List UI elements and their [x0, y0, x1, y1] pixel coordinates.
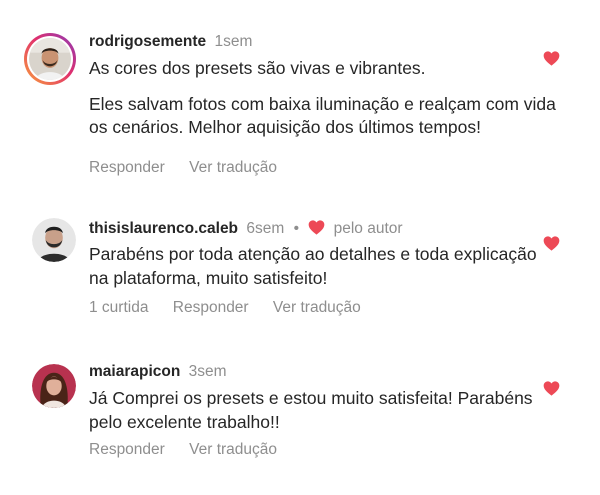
comment-header	[89, 362, 227, 382]
reply-button[interactable]: Responder	[89, 159, 165, 176]
comment-actions	[89, 440, 277, 460]
reply-button[interactable]: Responder	[89, 441, 165, 458]
avatar[interactable]	[24, 33, 76, 85]
username[interactable]: maiarapicon	[89, 363, 181, 380]
comment-paragraph: Eles salvam fotos com baixa iluminação e realçam com vida os cenários. Melhor aquisição dos últimos tempos!	[89, 93, 556, 137]
username[interactable]: thisislaurenco.caleb	[89, 220, 239, 237]
heart-icon[interactable]	[543, 381, 560, 396]
avatar-image	[29, 38, 71, 80]
comment-item	[0, 335, 600, 495]
see-translation-button[interactable]: Ver tradução	[189, 441, 278, 458]
comment-actions	[89, 298, 361, 318]
avatar-image	[32, 364, 76, 408]
comment-text	[89, 387, 559, 434]
avatar[interactable]	[32, 364, 76, 408]
comment-item	[0, 195, 600, 335]
separator-dot: •	[293, 220, 299, 237]
comment-item	[0, 0, 600, 195]
comment-header	[89, 32, 252, 52]
username[interactable]: rodrigosemente	[89, 33, 207, 50]
timestamp[interactable]: 6sem	[246, 220, 285, 237]
comment-header	[89, 219, 403, 239]
comment-text	[89, 57, 559, 140]
comment-paragraph: As cores dos presets são vivas e vibrantes.	[89, 58, 426, 78]
comment-paragraph: Parabéns por toda atenção ao detalhes e toda explicação na plataforma, muito satisfeito!	[89, 244, 537, 288]
comment-actions	[89, 158, 277, 178]
see-translation-button[interactable]: Ver tradução	[272, 299, 361, 316]
avatar-image	[32, 218, 76, 262]
liked-by-author-label: pelo autor	[333, 220, 403, 237]
timestamp[interactable]: 3sem	[188, 363, 227, 380]
timestamp[interactable]: 1sem	[214, 33, 253, 50]
comment-paragraph: Já Comprei os presets e estou muito satisfeita! Parabéns pelo excelente trabalho!!	[89, 388, 533, 432]
likes-count[interactable]: 1 curtida	[89, 299, 149, 316]
comment-text	[89, 243, 559, 290]
author-heart-icon	[308, 220, 325, 235]
see-translation-button[interactable]: Ver tradução	[189, 159, 278, 176]
avatar[interactable]	[32, 218, 76, 262]
heart-icon[interactable]	[543, 51, 560, 66]
heart-icon[interactable]	[543, 236, 560, 251]
reply-button[interactable]: Responder	[172, 299, 249, 316]
